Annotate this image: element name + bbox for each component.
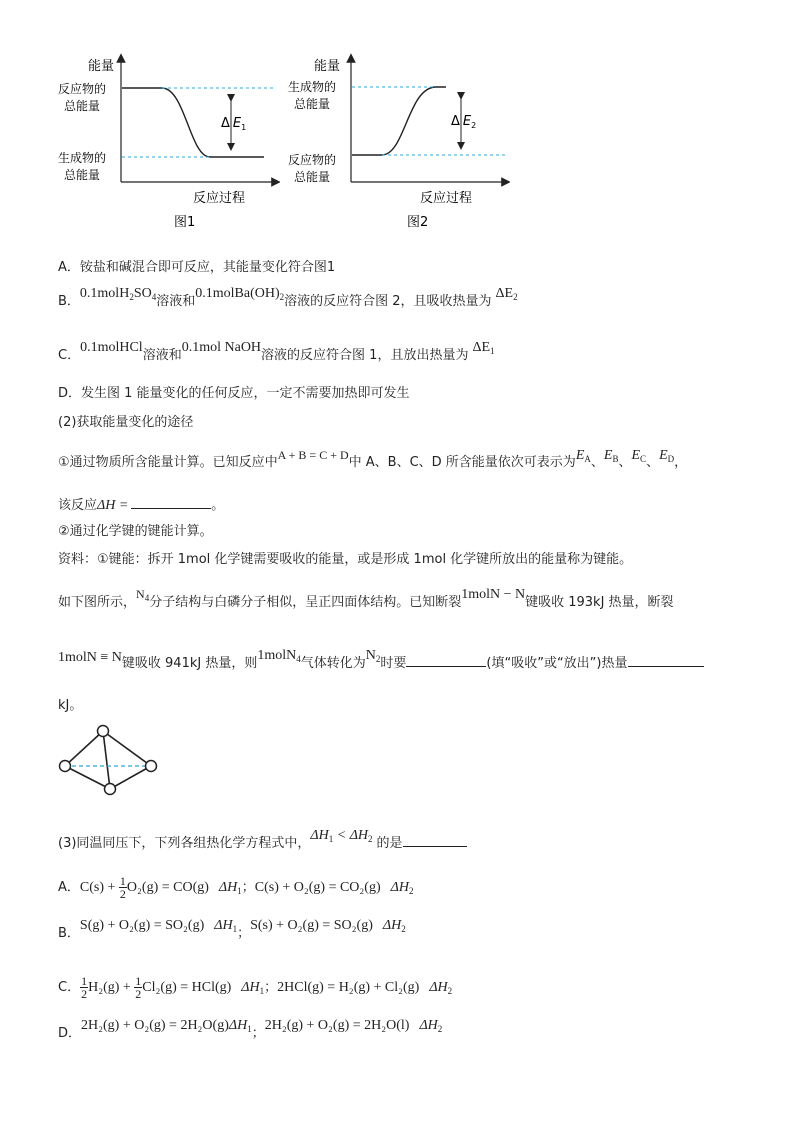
- products-label-2: 总能量: [294, 97, 331, 111]
- option-1a: A．铵盐和碱混合即可反应，其能量变化符合图1: [58, 260, 336, 275]
- option-3c: C． $\frac{1}{2}$ H₂(g) + $\frac{1}{2}$ Cl₂(g) = HCl(g) $\Delta H_1$；2HCl(g) = H₂(g) + Cl₂(g) $\Delta H_2$: [58, 974, 453, 1001]
- q2-unit: kJ。: [58, 698, 83, 713]
- reactants-label-1: 反应物的: [58, 82, 107, 96]
- q2-n4-to-n2: 1molN ≡ N键吸收 941kJ 热量，则1molN$_4$气体转化为$N_2$时要 (填“吸收”或“放出”)热量: [58, 652, 704, 677]
- products-label-1: 生成物的: [58, 151, 107, 165]
- energy-diagram-fig1: [40, 50, 280, 235]
- q2-delta-h-blank: 该反应ΔH = 。: [58, 494, 224, 516]
- y-axis-label: 能量: [314, 59, 341, 74]
- products-label-1: 生成物的: [288, 80, 337, 94]
- products-label-2: 总能量: [64, 168, 101, 182]
- q2-bond-energy-title: ②通过化学键的键能计算。: [58, 524, 213, 539]
- n-atom: [105, 784, 116, 795]
- energy-diagram-fig2: [270, 50, 510, 235]
- answer-blank-delta-h[interactable]: [131, 494, 211, 509]
- option-1d: D．发生图 1 能量变化的任何反应，一定不需要加热即可发生: [58, 386, 410, 401]
- q2-n4-structure: 如下图所示，$N_4$分子结构与白磷分子相似，呈正四面体结构。已知断裂1molN − N键吸收 193kJ 热量，断裂: [58, 587, 674, 610]
- option-3d: D．$2H_2(g) + O_2(g) = 2H_2O(g)\Delta H_1$；2H₂(g) + O₂(g) = 2H₂O(l) $\Delta H_2$: [58, 1018, 443, 1041]
- figure-caption: 图1: [174, 215, 196, 230]
- q2-energy-calc: ①通过物质所含能量计算。已知反应中A + B = C + D中 A、B、C、D 所含能量依次可表示为$E_A$、$E_B$、$E_C$、$E_D$，: [58, 448, 688, 470]
- q3-stem: (3)同温同压下，下列各组热化学方程式中，$\Delta H_1 < \Delta H_2$ 的是: [58, 832, 467, 857]
- q2-title: (2)获取能量变化的途径: [58, 415, 194, 430]
- option-3a: A．C(s) + $\frac{1}{2}$ O₂(g) = CO(g) $\Delta H_1$；C(s) + O₂(g) = CO₂(g) $\Delta H_2$: [58, 874, 414, 901]
- answer-blank-heat-amount[interactable]: [628, 652, 704, 667]
- reactants-label-2: 总能量: [294, 170, 331, 184]
- n-atom: [98, 726, 109, 737]
- x-axis-label: 反应过程: [193, 191, 246, 206]
- x-axis-label: 反应过程: [420, 191, 473, 206]
- figure-caption: 图2: [407, 215, 429, 230]
- delta-label: Δ $E_1$: [221, 116, 247, 132]
- n-atom: [60, 761, 71, 772]
- delta-label: Δ $E_2$: [451, 114, 477, 130]
- n4-tetrahedron-structure: [54, 722, 164, 798]
- answer-blank-absorb-release[interactable]: [406, 652, 486, 667]
- option-1b: B．$0.1molH_2SO_4$溶液和$0.1molBa(OH)_2$溶液的反应符合图 2，且吸收热量为$\Delta E_2$: [58, 286, 518, 309]
- energy-curve: [352, 87, 446, 155]
- n-atom: [146, 761, 157, 772]
- reactants-label-2: 总能量: [64, 99, 101, 113]
- option-1c: C．0.1molHCl溶液和0.1mol NaOH溶液的反应符合图 1，且放出热量为$\Delta E_1$: [58, 340, 495, 363]
- y-axis-label: 能量: [88, 59, 115, 74]
- reactants-label-1: 反应物的: [288, 153, 337, 167]
- q2-bond-energy-definition: 资料：①键能：拆开 1mol 化学键需要吸收的能量，或是形成 1mol 化学键所放出的能量称为键能。: [58, 552, 633, 567]
- option-3b: B．S(g) + O₂(g) = SO₂(g) $\Delta H_1$；S(s) + O₂(g) = SO₂(g) $\Delta H_2$: [58, 918, 406, 941]
- answer-blank-q3[interactable]: [403, 832, 467, 847]
